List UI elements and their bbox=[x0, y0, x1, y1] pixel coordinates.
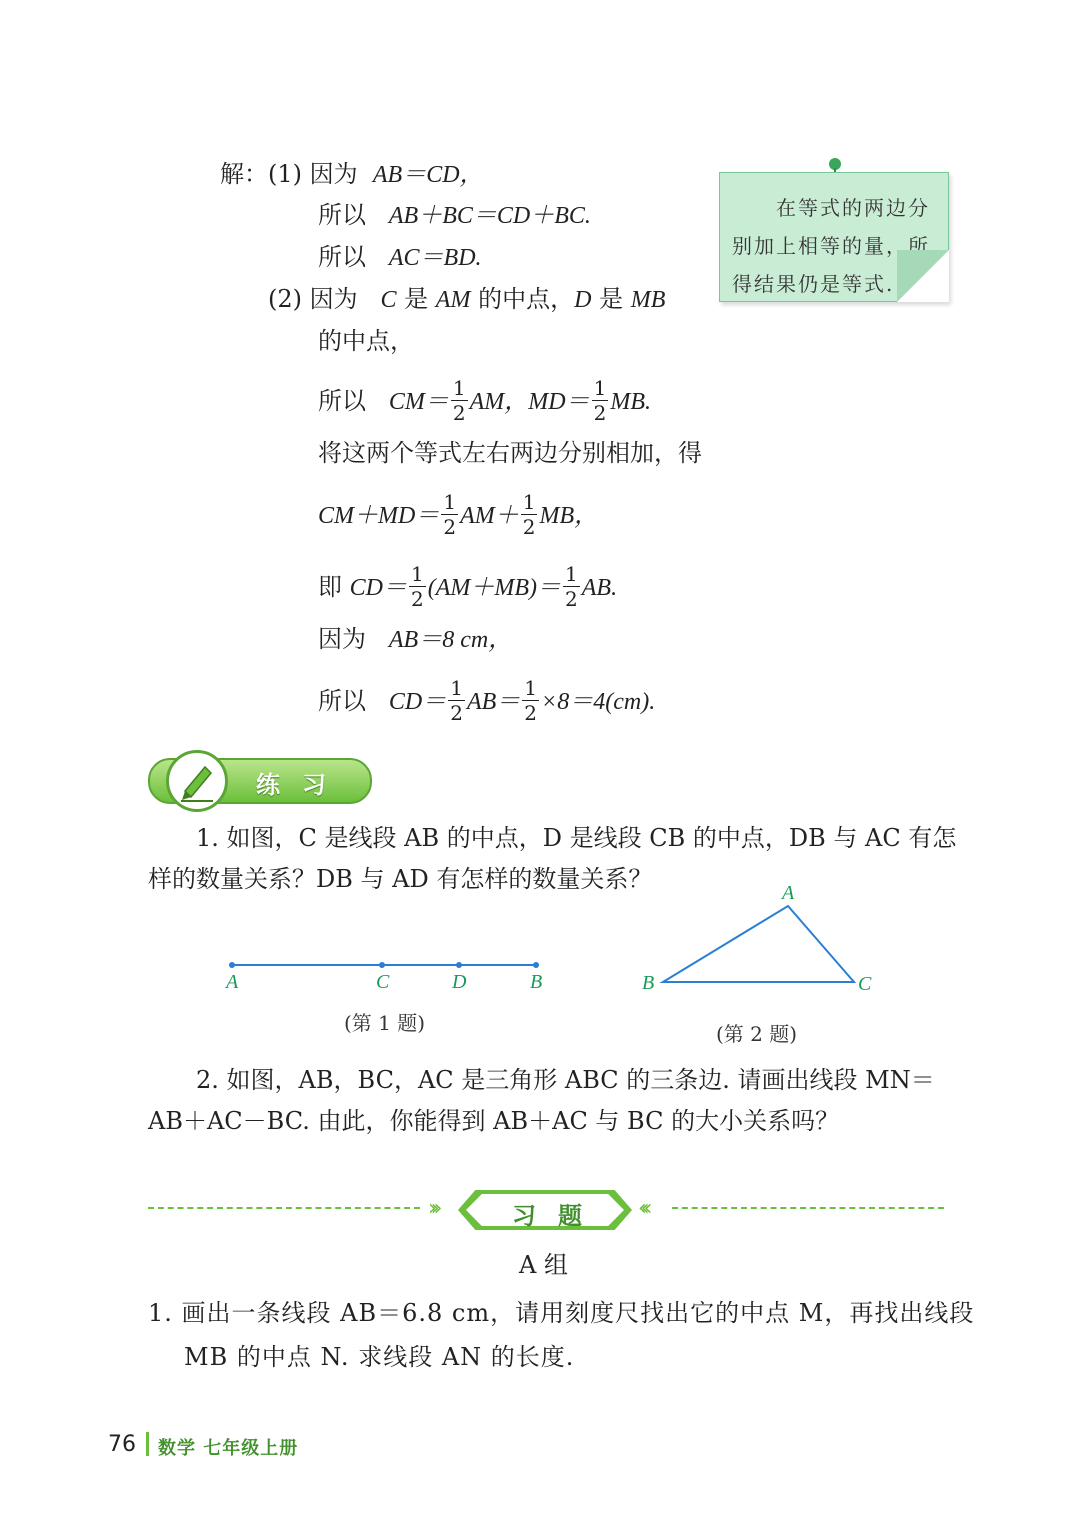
label-a: A bbox=[226, 971, 239, 993]
triangle-abc bbox=[663, 906, 854, 982]
label-c: C bbox=[376, 971, 390, 993]
solution-line-2: 所以 AB＋BC＝CD＋BC. bbox=[318, 201, 591, 229]
solution-line-4: (2) 因为 C 是 AM 的中点，D 是 MB bbox=[268, 285, 666, 313]
figure-2-triangle bbox=[630, 876, 890, 1006]
practice-q2-line2: AB＋AC－BC. 由此，你能得到 AB＋AC 与 BC 的大小关系吗？ bbox=[148, 1107, 840, 1135]
point-d bbox=[456, 962, 462, 968]
practice-q1-line1: 1. 如图，C 是线段 AB 的中点，D 是线段 CB 的中点，DB 与 AC 有怎 bbox=[196, 824, 957, 852]
exercises-label: 习题 bbox=[512, 1202, 604, 1230]
exercise-1-line2: MB 的中点 N. 求线段 AN 的长度. bbox=[184, 1343, 575, 1371]
divider-left bbox=[148, 1207, 420, 1209]
footer-divider bbox=[146, 1432, 149, 1456]
page-number: 76 bbox=[108, 1432, 136, 1457]
fraction-half: $\frac{1}{2}$ bbox=[450, 676, 463, 725]
fraction-half: $\frac{1}{2}$ bbox=[565, 562, 578, 611]
practice-q1-line2: 样的数量关系？DB 与 AD 有怎样的数量关系？ bbox=[148, 865, 653, 893]
point-a bbox=[229, 962, 235, 968]
exercise-1-line1: 1. 画出一条线段 AB＝6.8 cm，请用刻度尺找出它的中点 M，再找出线段 bbox=[148, 1299, 975, 1327]
solution-line-5: 的中点， bbox=[318, 327, 414, 355]
fraction-half: $\frac{1}{2}$ bbox=[524, 676, 538, 725]
figure-1-caption: (第 1 题) bbox=[344, 1011, 426, 1035]
fraction-half: $\frac{1}{2}$ bbox=[522, 490, 536, 539]
margin-note-text: 在等式的两边分别加上相等的量，所得结果仍是等式. bbox=[732, 196, 930, 296]
point-c bbox=[379, 962, 385, 968]
practice-q2-line1: 2. 如图，AB，BC，AC 是三角形 ABC 的三条边. 请画出线段 MN＝ bbox=[196, 1066, 935, 1094]
label-b: B bbox=[642, 972, 655, 994]
pencil-icon bbox=[166, 750, 228, 812]
solution-line-9: 即 CD＝ $\frac{1}{2}$ (AM＋MB)＝ $\frac{1}{2}$ AB. bbox=[318, 562, 618, 611]
label-b: B bbox=[530, 971, 543, 993]
chevron-right-icon: ››› bbox=[428, 1196, 437, 1221]
chevron-left-icon: ‹‹‹ bbox=[638, 1196, 647, 1221]
fraction-half: $\frac{1}{2}$ bbox=[452, 376, 466, 425]
solution-line-11: 所以 CD＝ $\frac{1}{2}$ AB＝ $\frac{1}{2}$ ×8＝4(cm). bbox=[318, 676, 656, 725]
group-title: A 组 bbox=[519, 1251, 568, 1279]
label-c: C bbox=[858, 973, 872, 995]
divider-right bbox=[672, 1207, 944, 1209]
fraction-half: $\frac{1}{2}$ bbox=[443, 490, 457, 539]
solution-line-8: CM＋MD＝ $\frac{1}{2}$ AM＋ $\frac{1}{2}$ MB， bbox=[318, 490, 599, 539]
page-curl-icon bbox=[897, 250, 949, 302]
figure-1-segment bbox=[210, 950, 560, 1000]
solution-line-1: 解：(1) 因为 AB＝CD， bbox=[220, 160, 484, 188]
solution-line-6: 所以 CM＝ $\frac{1}{2}$ AM，MD＝ $\frac{1}{2}$ MB. bbox=[318, 376, 651, 425]
practice-label: 练习 bbox=[256, 771, 348, 799]
solution-line-3: 所以 AC＝BD. bbox=[318, 243, 482, 271]
fraction-half: $\frac{1}{2}$ bbox=[410, 562, 424, 611]
point-b bbox=[533, 962, 539, 968]
fraction-half: $\frac{1}{2}$ bbox=[593, 376, 607, 425]
label-d: D bbox=[452, 971, 467, 993]
solution-line-10: 因为 AB＝8 cm， bbox=[318, 625, 513, 653]
solution-line-7: 将这两个等式左右两边分别相加，得 bbox=[318, 439, 702, 467]
footer-book-title: 数学 七年级上册 bbox=[158, 1438, 299, 1459]
label-a: A bbox=[782, 882, 795, 904]
margin-note bbox=[719, 172, 949, 302]
figure-2-caption: (第 2 题) bbox=[716, 1022, 798, 1046]
